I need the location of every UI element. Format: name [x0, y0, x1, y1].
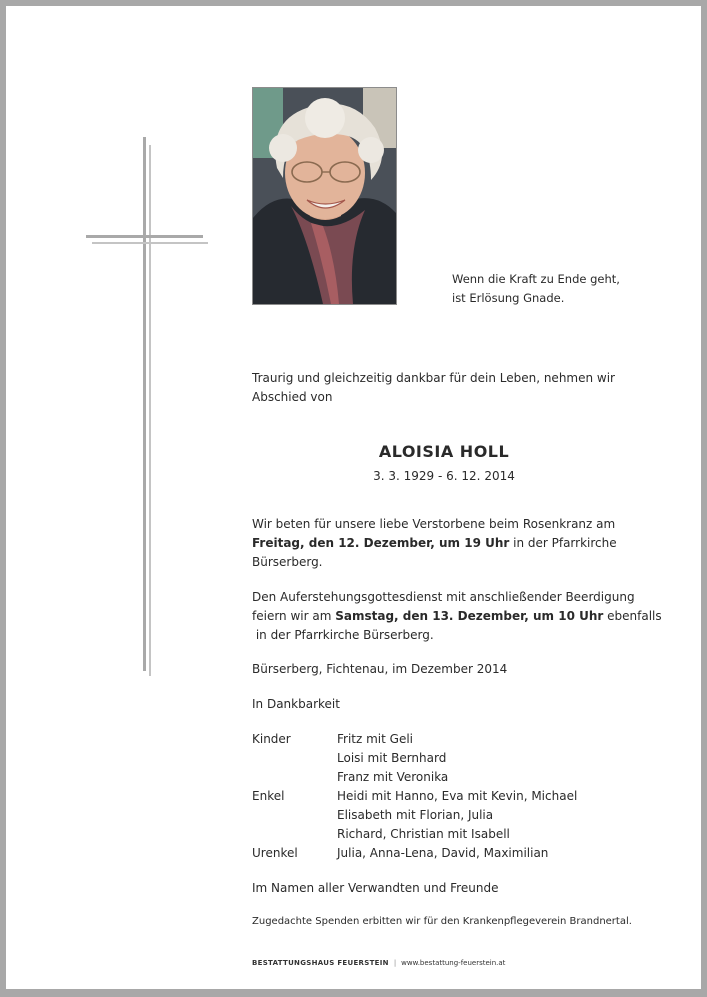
gratitude-text: In Dankbarkeit — [252, 697, 340, 711]
footer-separator: | — [393, 959, 397, 967]
intro-line-2: Abschied von — [252, 390, 333, 404]
cross-vertical-beam — [143, 137, 146, 671]
cross-horizontal-shadow — [92, 242, 208, 244]
rosary-date: Freitag, den 12. Dezember, um 19 Uhr — [252, 536, 510, 550]
quote-line-2: ist Erlösung Gnade. — [452, 291, 565, 305]
children-label: Kinder — [252, 732, 291, 746]
great-grandchildren-label: Urenkel — [252, 846, 298, 860]
quote-line-1: Wenn die Kraft zu Ende geht, — [452, 272, 620, 286]
deceased-dates: 3. 3. 1929 - 6. 12. 2014 — [373, 469, 515, 483]
rosary-text — [252, 515, 617, 572]
grandchildren-list — [337, 787, 577, 844]
cross-horizontal-beam — [86, 235, 203, 238]
list-item: Franz mit Veronika — [337, 770, 449, 784]
closing-text: Im Namen aller Verwandten und Freunde — [252, 881, 499, 895]
list-item: Fritz mit Geli — [337, 732, 414, 746]
footer — [252, 959, 505, 967]
donation-text: Zugedachte Spenden erbitten wir für den Krankenpflegeverein Brandnertal. — [252, 916, 632, 927]
list-item: Heidi mit Hanno, Eva mit Kevin, Michael — [337, 789, 578, 803]
obituary-page — [6, 6, 701, 989]
funeral-line-1: Den Auferstehungsgottesdienst mit anschließender Beerdigung — [252, 590, 635, 604]
rosary-line-2 — [252, 534, 617, 553]
list-item: Loisi mit Bernhard — [337, 751, 447, 765]
intro-text — [252, 369, 615, 407]
rosary-location: in der Pfarrkirche — [509, 536, 617, 550]
rosary-line-1: Wir beten für unsere liebe Verstorbene beim Rosenkranz am — [252, 517, 616, 531]
children-list — [337, 730, 448, 787]
footer-website-link[interactable]: www.bestattung-feuerstein.at — [401, 959, 506, 967]
great-grandchildren-list — [337, 844, 548, 863]
list-item: Richard, Christian mit Isabell — [337, 827, 510, 841]
list-item: Elisabeth mit Florian, Julia — [337, 808, 494, 822]
funeral-post: ebenfalls — [603, 609, 662, 623]
footer-brand: BESTATTUNGSHAUS FEUERSTEIN — [252, 959, 389, 967]
funeral-pre: feiern wir am — [252, 609, 336, 623]
funeral-date: Samstag, den 13. Dezember, um 10 Uhr — [335, 609, 604, 623]
intro-line-1: Traurig und gleichzeitig dankbar für dein Leben, nehmen wir — [252, 371, 615, 385]
funeral-text — [252, 588, 662, 645]
memorial-quote — [452, 270, 620, 308]
funeral-line-2 — [252, 607, 662, 626]
list-item: Julia, Anna-Lena, David, Maximilian — [337, 846, 549, 860]
rosary-line-3: Bürserberg. — [252, 555, 323, 569]
funeral-line-3: in der Pfarrkirche Bürserberg. — [252, 628, 434, 642]
place-date: Bürserberg, Fichtenau, im Dezember 2014 — [252, 662, 508, 676]
deceased-name: ALOISIA HOLL — [378, 442, 510, 461]
cross-vertical-shadow — [149, 145, 151, 676]
portrait-photo — [252, 87, 397, 305]
grandchildren-label: Enkel — [252, 789, 285, 803]
